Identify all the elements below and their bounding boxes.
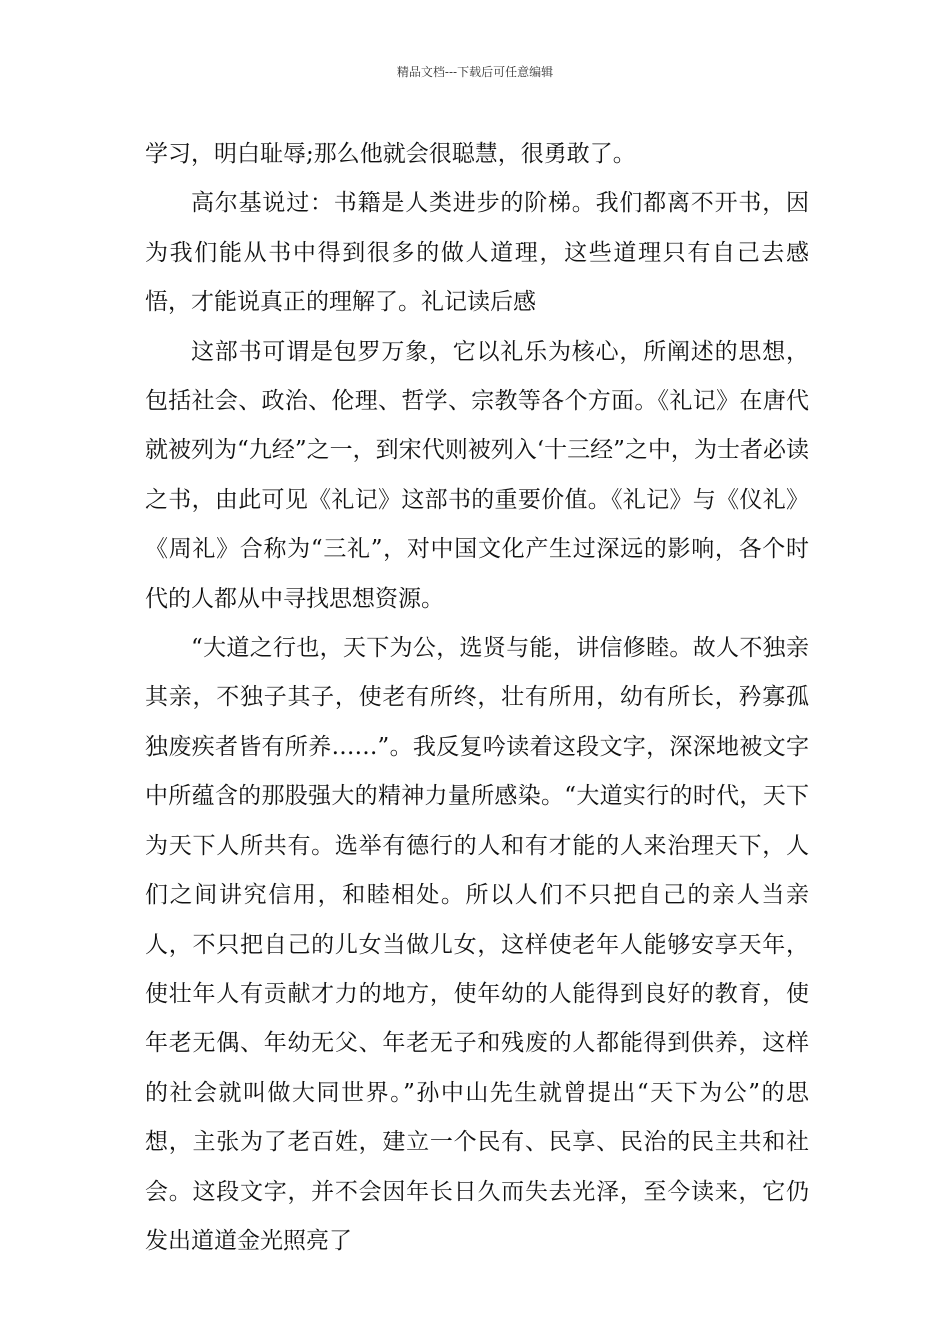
document-body: [145, 130, 809, 1266]
paragraph-gorky-quote: 高尔基说过：书籍是人类进步的阶梯。我们都离不开书，因为我们能从书中得到很多的做人道理，这些道理只有自己去感悟，才能说真正的理解了。礼记读后感: [145, 190, 809, 316]
paragraph-continuation: 学习，明白耻辱;那么他就会很聪慧，很勇敢了。: [145, 141, 636, 167]
paragraph-datong-reflection: “大道之行也，天下为公，选贤与能，讲信修睦。故人不独亲其亲，不独子其子，使老有所终，壮有所用，幼有所长，矜寡孤独废疾者皆有所养……”。我反复吟读着这段文字，深深地被文字中所蕴含的那股强大的精神力量所感染。“大道实行的时代，天下为天下人所共有。选举有德行的人和有才能的人来治理天下，人们之间讲究信用，和睦相处。所以人们不只把自己的亲人当亲人，不只把自己的儿女当做儿女，这样使老年人能够安享天年，使壮年人有贡献才力的地方，使年幼的人能得到良好的教育，使年老无偶、年幼无父、年老无子和残废的人都能得到供养，这样的社会就叫做大同世界。”孙中山先生就曾提出“天下为公”的思想，主张为了老百姓，建立一个民有、民享、民治的民主共和社会。这段文字，并不会因年长日久而失去光泽，至今读来，它仍发出道道金光照亮了: [145, 635, 809, 1254]
page-header: 精品文档---下载后可任意编辑: [396, 65, 554, 79]
paragraph-liji-overview: 这部书可谓是包罗万象，它以礼乐为核心，所阐述的思想，包括社会、政治、伦理、哲学、宗教等各个方面。《礼记》在唐代就被列为“九经”之一，到宋代则被列入‘十三经”之中，为士者必读之书，由此可见《礼记》这部书的重要价值。《礼记》与《仪礼》《周礼》合称为“三礼”，对中国文化产生过深远的影响，各个时代的人都从中寻找思想资源。: [145, 338, 809, 612]
